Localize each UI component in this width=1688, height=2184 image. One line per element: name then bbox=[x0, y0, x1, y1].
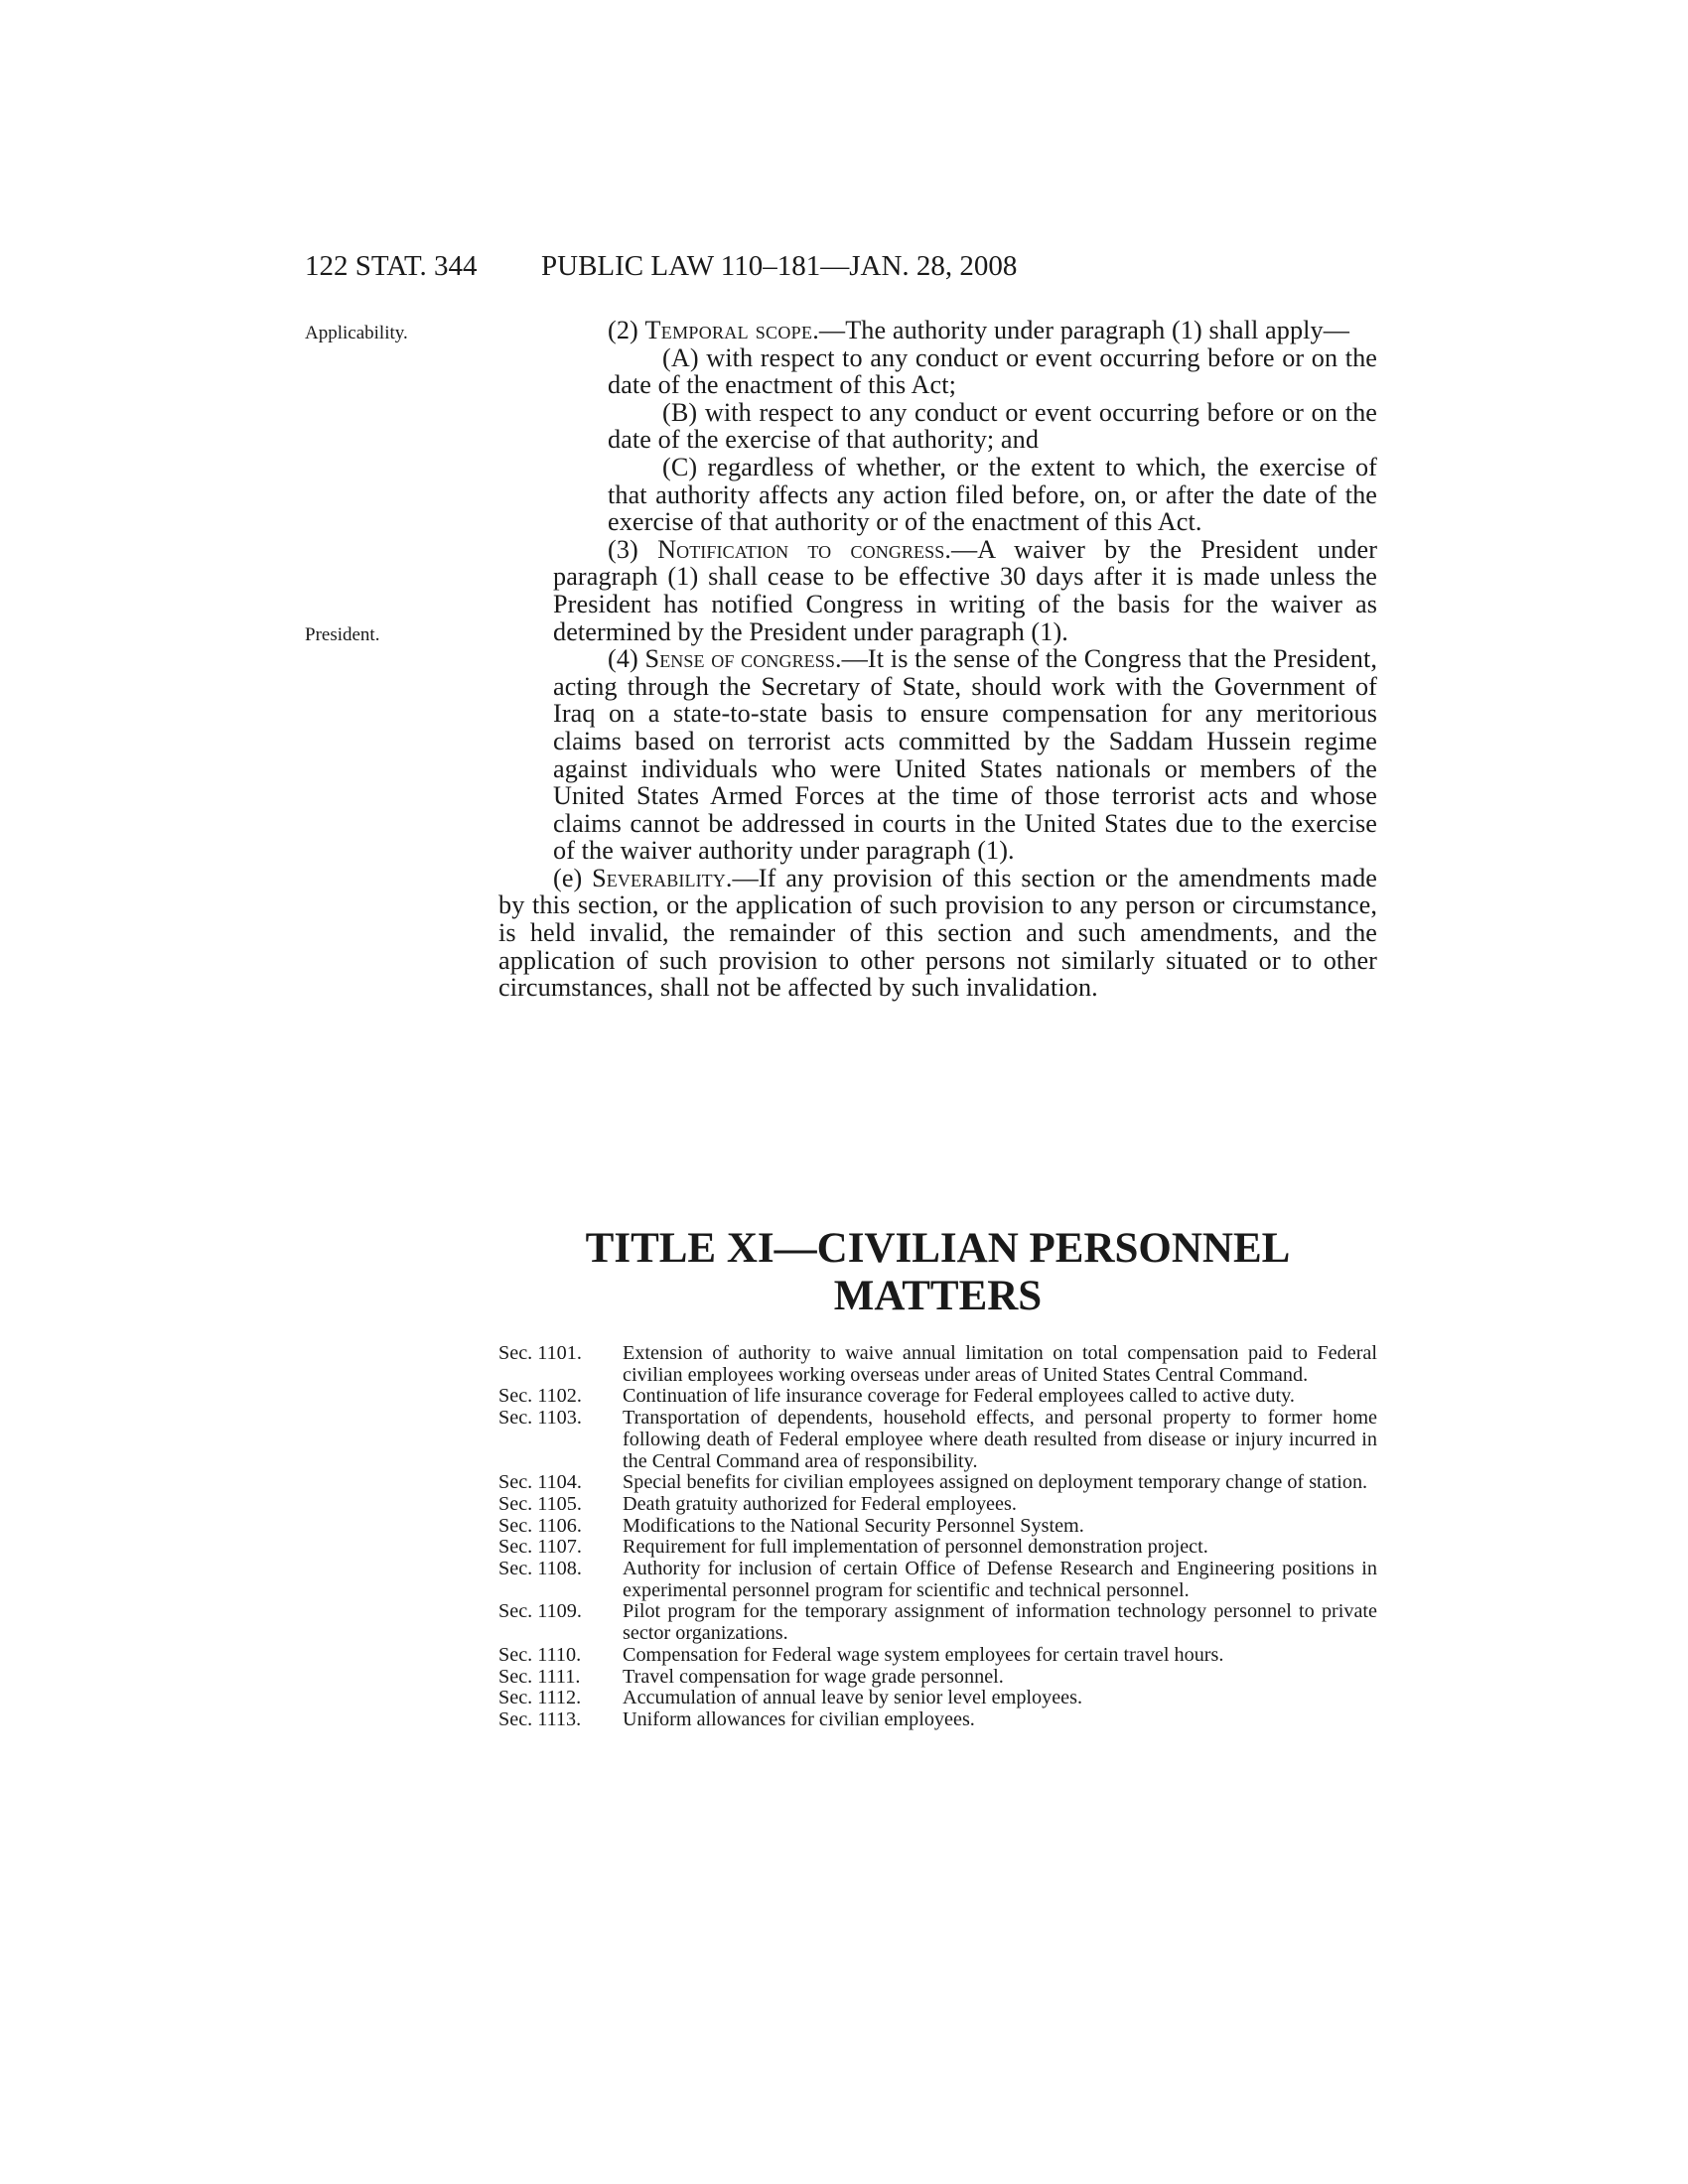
toc-entry bbox=[498, 1386, 1377, 1408]
toc-entry bbox=[498, 1709, 1377, 1731]
paragraph-text: .—If any provision of this section or the amendments made by this section, or the application of such provision to any person or circumstance, is held invalid, the remainder of this section and such amendments, and the application of such provision to other persons not similarly situated or to other circumstances, shall not be affected by such invalidation. bbox=[498, 863, 1378, 1003]
paragraph-sense-of-congress: (4) Sense of congress.—It is the sense of the Congress that the President, acting through the Secretary of State, should work with the Government of Iraq on a state-to-state basis to ensure compensation for any meritorious claims based on terrorist acts committed by the Saddam Hussein regime against individuals who were United States nationals or members of the United States Armed Forces at the time of those terrorist acts and whose claims cannot be addressed in courts in the United States due to the exercise of the waiver authority under paragraph (1). bbox=[553, 644, 1378, 866]
paragraph-heading: Severability bbox=[592, 863, 726, 892]
toc-section-title: Death gratuity authorized for Federal employees. bbox=[623, 1492, 1017, 1515]
toc-entry bbox=[498, 1645, 1377, 1667]
toc-entry bbox=[498, 1537, 1377, 1559]
toc-section-number: Sec. 1109. bbox=[498, 1600, 582, 1623]
paragraph-text: .—A waiver by the President under paragraph (1) shall cease to be effective 30 days after it is made unless the President has notified Congress in writing of the basis for the waiver as determined by the President under paragraph (1). bbox=[553, 534, 1378, 646]
toc-section-number: Sec. 1103. bbox=[498, 1407, 582, 1430]
toc-section-title: Transportation of dependents, household effects, and personal property to former home following death of Federal employee where death resulted from disease or injury incurred in the Central Command area of responsibility. bbox=[623, 1407, 1377, 1472]
toc-entry bbox=[498, 1408, 1377, 1472]
toc-section-number: Sec. 1104. bbox=[498, 1471, 582, 1494]
toc-section-number: Sec. 1110. bbox=[498, 1643, 582, 1666]
toc-section-number: Sec. 1111. bbox=[498, 1665, 581, 1688]
toc-entry bbox=[498, 1516, 1377, 1538]
paragraph-heading: Sense of congress bbox=[644, 644, 835, 674]
toc-section-number: Sec. 1101. bbox=[498, 1342, 582, 1364]
toc-section-title: Accumulation of annual leave by senior level employees. bbox=[623, 1687, 1083, 1709]
toc-section-title: Travel compensation for wage grade personnel. bbox=[623, 1665, 1004, 1688]
title-line-1: TITLE XI—CIVILIAN PERSONNEL bbox=[585, 1225, 1291, 1272]
paragraph-heading: Notification to congress bbox=[657, 534, 945, 564]
toc-section-number: Sec. 1106. bbox=[498, 1514, 582, 1537]
toc-section-title: Pilot program for the temporary assignment of information technology personnel to private sector organizations. bbox=[623, 1600, 1377, 1645]
paragraph-notification: (3) Notification to congress.—A waiver by the President under paragraph (1) shall cease to be effective 30 days after it is made unless the President has notified Congress in writing of the basis for the waiver as determined by the President under paragraph (1). bbox=[553, 534, 1378, 646]
toc-section-title: Compensation for Federal wage system employees for certain travel hours. bbox=[623, 1643, 1224, 1666]
table-of-contents bbox=[498, 1343, 1377, 1731]
toc-entry bbox=[498, 1494, 1377, 1516]
subsection-severability: (e) Severability.—If any provision of this section or the amendments made by this section, or the application of such provision to any person or circumstance, is held invalid, the remainder of this section and such amendments, and the application of such provision to other persons not similarly situated or to other circumstances, shall not be affected by such invalidation. bbox=[498, 863, 1378, 1003]
toc-entry bbox=[498, 1667, 1377, 1689]
toc-section-title: Requirement for full implementation of personnel demonstration project. bbox=[623, 1536, 1208, 1559]
paragraph-temporal-scope: (2) Temporal scope.—The authority under paragraph (1) shall apply— bbox=[608, 316, 1350, 344]
toc-section-title: Uniform allowances for civilian employees. bbox=[623, 1707, 975, 1730]
toc-section-title: Continuation of life insurance coverage for Federal employees called to active duty. bbox=[623, 1385, 1295, 1408]
toc-section-title: Authority for inclusion of certain Office of Defense Research and Engineering positions in experimental personnel program for scientific and technical personnel. bbox=[623, 1558, 1377, 1601]
title-line-2: MATTERS bbox=[833, 1273, 1043, 1319]
paragraph-text: .—It is the sense of the Congress that the President, acting through the Secretary of State, should work with the Government of Iraq on a state-to-state basis to ensure compensation for any meritorious claims based on terrorist acts committed by the Saddam Hussein regime against individuals who were United States nationals or members of the United States Armed Forces at the time of those terrorist acts and whose claims cannot be addressed in courts in the United States due to the exercise of the waiver authority under paragraph (1). bbox=[553, 644, 1378, 866]
clause-b: (B) with respect to any conduct or event occurring before or on the date of the exercise of that authority; and bbox=[608, 397, 1377, 455]
toc-section-number: Sec. 1102. bbox=[498, 1385, 582, 1408]
paragraph-text: .—The authority under paragraph (1) shall apply— bbox=[812, 316, 1350, 344]
margin-note-applicability: Applicability. bbox=[305, 323, 408, 343]
toc-section-number: Sec. 1108. bbox=[498, 1558, 582, 1580]
section-body bbox=[498, 317, 1377, 1002]
toc-entry bbox=[498, 1688, 1377, 1709]
page-statute-reference: 122 STAT. 344 bbox=[305, 250, 478, 282]
toc-section-number: Sec. 1113. bbox=[498, 1707, 582, 1730]
toc-section-title: Extension of authority to waive annual limitation on total compensation paid to Federal civilian employees working overseas under areas of United States Central Command. bbox=[623, 1342, 1377, 1386]
toc-section-title: Modifications to the National Security Personnel System. bbox=[623, 1514, 1084, 1537]
toc-entry bbox=[498, 1559, 1377, 1601]
toc-section-number: Sec. 1107. bbox=[498, 1536, 582, 1559]
toc-section-number: Sec. 1105. bbox=[498, 1492, 582, 1515]
margin-note-president: President. bbox=[305, 624, 380, 645]
toc-entry bbox=[498, 1343, 1377, 1386]
toc-entry bbox=[498, 1601, 1377, 1644]
toc-section-number: Sec. 1112. bbox=[498, 1687, 582, 1709]
clause-a: (A) with respect to any conduct or event occurring before or on the date of the enactment of this Act; bbox=[608, 342, 1377, 400]
toc-section-title: Special benefits for civilian employees assigned on deployment temporary change of station. bbox=[623, 1471, 1368, 1494]
clause-c: (C) regardless of whether, or the extent to which, the exercise of that authority affects any action filed before, on, or after the date of the exercise of that authority or of the enactment of this Act. bbox=[608, 452, 1377, 537]
running-header-title: PUBLIC LAW 110–181—JAN. 28, 2008 bbox=[541, 250, 1018, 282]
paragraph-heading: Temporal scope bbox=[644, 316, 813, 344]
toc-entry bbox=[498, 1472, 1377, 1494]
title-heading bbox=[498, 1225, 1377, 1320]
